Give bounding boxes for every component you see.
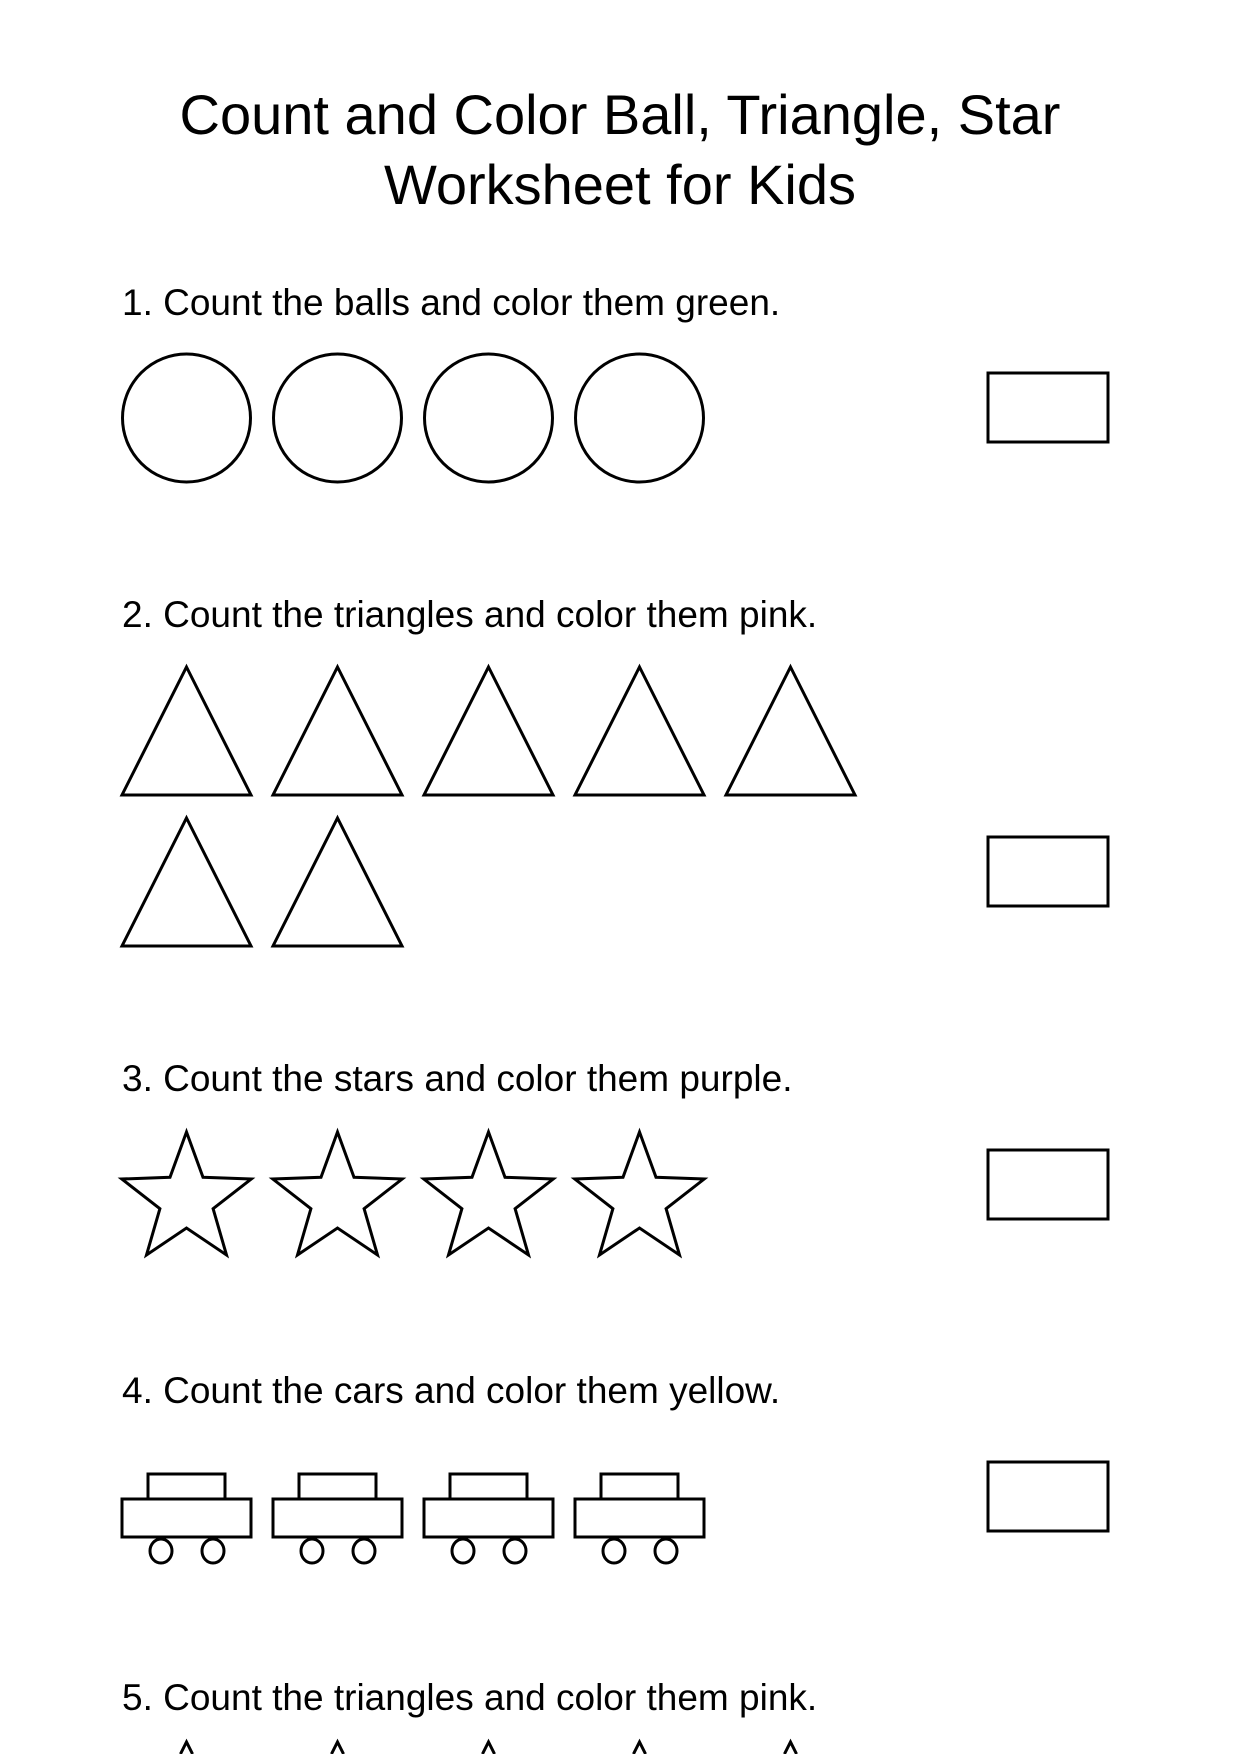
star-shape[interactable]	[424, 1132, 553, 1255]
triangle-shape[interactable]	[784, 1742, 796, 1754]
triangle-shape[interactable]	[180, 1742, 192, 1754]
ball-shape[interactable]	[123, 354, 251, 482]
car-wheel[interactable]	[353, 1539, 375, 1563]
question-5: 5. Count the triangles and color them pink.	[122, 1677, 818, 1718]
car-wheel[interactable]	[603, 1539, 625, 1563]
car-roof[interactable]	[601, 1474, 678, 1499]
triangle-shape[interactable]	[726, 667, 855, 795]
triangle-shape[interactable]	[331, 1742, 343, 1754]
answer-box[interactable]	[988, 1150, 1108, 1219]
car-roof[interactable]	[450, 1474, 527, 1499]
car-body[interactable]	[122, 1499, 251, 1537]
question-3: 3. Count the stars and color them purple.	[122, 1058, 793, 1099]
car-body[interactable]	[273, 1499, 402, 1537]
star-shape[interactable]	[122, 1132, 251, 1255]
worksheet-title	[0, 80, 1240, 220]
car-body[interactable]	[575, 1499, 704, 1537]
car-wheel[interactable]	[452, 1539, 474, 1563]
car-wheel[interactable]	[301, 1539, 323, 1563]
triangle-shape[interactable]	[633, 1742, 645, 1754]
answer-box[interactable]	[988, 1462, 1108, 1531]
answer-box[interactable]	[988, 837, 1108, 906]
star-shape[interactable]	[273, 1132, 402, 1255]
question-4: 4. Count the cars and color them yellow.	[122, 1370, 781, 1411]
triangle-shape[interactable]	[424, 667, 553, 795]
star-shape[interactable]	[575, 1132, 704, 1255]
question-1: 1. Count the balls and color them green.	[122, 282, 781, 323]
triangle-shape[interactable]	[482, 1742, 494, 1754]
triangle-shape[interactable]	[575, 667, 704, 795]
triangle-shape[interactable]	[273, 667, 402, 795]
ball-shape[interactable]	[425, 354, 553, 482]
car-body[interactable]	[424, 1499, 553, 1537]
triangle-shape[interactable]	[122, 667, 251, 795]
car-wheel[interactable]	[150, 1539, 172, 1563]
title-line-1: Count and Color Ball, Triangle, Star	[179, 83, 1061, 146]
car-roof[interactable]	[148, 1474, 225, 1499]
car-wheel[interactable]	[202, 1539, 224, 1563]
car-wheel[interactable]	[504, 1539, 526, 1563]
question-2: 2. Count the triangles and color them pink.	[122, 594, 818, 635]
car-roof[interactable]	[299, 1474, 376, 1499]
car-wheel[interactable]	[655, 1539, 677, 1563]
title-line-2: Worksheet for Kids	[383, 153, 857, 216]
ball-shape[interactable]	[274, 354, 402, 482]
triangle-shape[interactable]	[122, 818, 251, 946]
triangle-shape[interactable]	[273, 818, 402, 946]
answer-box[interactable]	[988, 373, 1108, 442]
ball-shape[interactable]	[576, 354, 704, 482]
